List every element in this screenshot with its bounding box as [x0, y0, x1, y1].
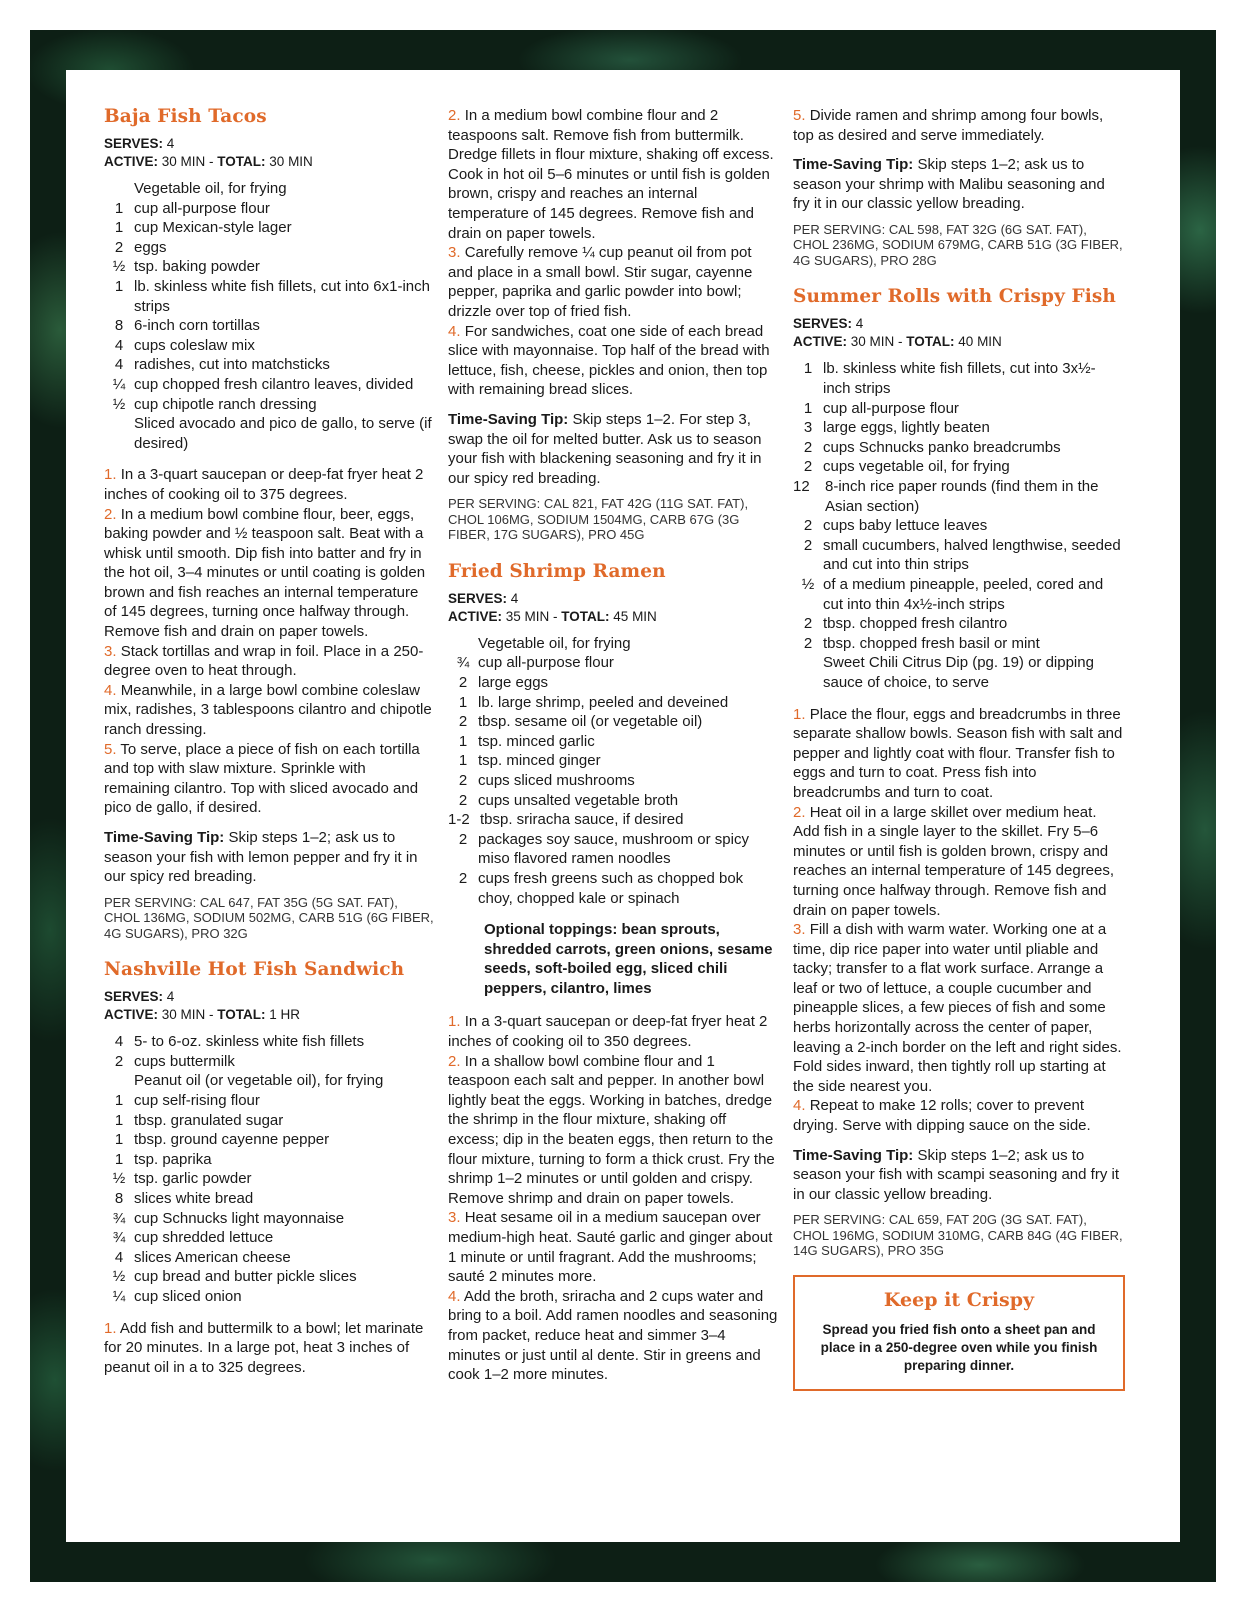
ingredient-list [793, 359, 1123, 692]
nutrition-info: PER SERVING: CAL 821, FAT 42G (11G SAT. FAT), CHOL 106MG, SODIUM 1504MG, CARB 67G (3G FIBER, 17G SUGARS), PRO 45G [448, 496, 749, 543]
ingredient-text: tbsp. ground cayenne pepper [134, 1131, 330, 1149]
ingredient-item [793, 575, 1123, 614]
ingredient-item [104, 1032, 434, 1052]
ingredient-text: Vegetable oil, for frying [134, 180, 287, 197]
ingredient-text: large eggs [478, 673, 549, 691]
recipe-step [448, 106, 778, 243]
ingredient-item [793, 438, 1123, 458]
ingredient-qty: 2 [803, 615, 813, 633]
ingredient-qty: 2 [803, 517, 813, 535]
recipe-step [104, 505, 434, 642]
ingredient-qty: ¼ [112, 375, 126, 393]
ingredient-qty: 1 [114, 1131, 124, 1149]
serves-label: SERVES: [793, 316, 853, 332]
tip-label: Time-Saving Tip: [793, 1146, 914, 1164]
step-text: To serve, place a piece of fish on each tortilla and top with slaw mixture. Sprinkle with remaining cilantro. Top with sliced avocado and pico de gallo, if desired. [104, 740, 420, 817]
ingredient-text: cups baby lettuce leaves [823, 517, 988, 535]
ingredient-text: tsp. garlic powder [134, 1170, 252, 1188]
total-label: TOTAL: [561, 608, 610, 624]
serves-value: 4 [510, 590, 519, 606]
active-label: ACTIVE: [448, 608, 502, 624]
ingredient-item [448, 869, 778, 908]
ingredient-text: slices white bread [134, 1190, 254, 1208]
ingredient-item [448, 810, 778, 830]
ingredient-qty [793, 653, 823, 692]
ingredient-qty: 3 [803, 419, 813, 437]
ingredient-text: large eggs, lightly beaten [823, 419, 990, 437]
ingredient-qty: 1-2 [448, 811, 470, 829]
ingredient-qty: ¾ [112, 1209, 126, 1227]
ingredient-item [104, 1091, 434, 1111]
ingredient-item [448, 673, 778, 693]
ingredient-text: cup self-rising flour [134, 1092, 260, 1110]
ingredient-qty [448, 634, 478, 654]
step-number: 3. [448, 244, 461, 262]
total-value: 40 MIN [958, 334, 1002, 350]
ingredient-qty: 2 [458, 771, 468, 789]
time-saving-tip [448, 410, 778, 488]
total-value: 1 HR [269, 1007, 301, 1023]
step-text: Heat sesame oil in a medium saucepan over medium-high heat. Sauté garlic and ginger about 1 minute or until fragrant. Add the mushrooms; sauté 2 minutes more. [448, 1209, 773, 1286]
step-number: 4. [104, 681, 117, 699]
ingredient-qty: ¼ [112, 1288, 126, 1305]
nutrition-info: PER SERVING: CAL 659, FAT 20G (3G SAT. FAT), CHOL 196MG, SODIUM 310MG, CARB 84G (4G FIBER, 14G SUGARS), PRO 35G [793, 1212, 1123, 1259]
ingredient-list [448, 634, 778, 908]
ingredient-item [104, 1130, 434, 1150]
step-number: 1. [793, 705, 806, 723]
ingredient-text: radishes, cut into matchsticks [134, 356, 330, 374]
ingredient-item [104, 1189, 434, 1209]
ingredient-text: tsp. minced garlic [478, 732, 595, 750]
step-list [448, 106, 778, 400]
tip-label: Time-Saving Tip: [793, 156, 914, 174]
ingredient-qty: ½ [112, 1268, 126, 1286]
active-label: ACTIVE: [104, 154, 158, 169]
ingredient-item [104, 355, 434, 375]
ingredient-qty: 4 [114, 336, 124, 354]
ingredient-text: tbsp. chopped fresh basil or mint [823, 634, 1040, 652]
keep-it-crispy-box [793, 1275, 1125, 1391]
serves-label: SERVES: [104, 136, 164, 151]
ingredient-qty: 1 [803, 399, 813, 417]
tip-text: Skip steps 1–2; ask us to season your fish with scampi seasoning and fry it in our classic yellow breading. [793, 1146, 1119, 1203]
nutrition-info: PER SERVING: CAL 647, FAT 35G (5G SAT. FAT), CHOL 136MG, SODIUM 502MG, CARB 51G (6G FIBER, 4G SUGARS), PRO 32G [104, 894, 434, 941]
step-text: Add the broth, sriracha and 2 cups water and bring to a boil. Add ramen noodles and seasoning from packet, reduce heat and simmer 3–4 minutes or just until al dente. Stir in greens and cook 1–2 more minutes. [448, 1287, 778, 1384]
recipe-step [793, 920, 1123, 1096]
step-text: In a 3-quart saucepan or deep-fat fryer heat 2 inches of cooking oil to 350 degrees. [448, 1013, 768, 1051]
ingredient-text: cups Schnucks panko breadcrumbs [823, 438, 1061, 456]
ingredient-qty: 1 [114, 277, 124, 295]
step-list [104, 1319, 434, 1378]
ingredient-text: cup all-purpose flour [134, 199, 270, 217]
ingredient-text: Vegetable oil, for frying [478, 634, 631, 652]
ingredient-item [104, 414, 434, 453]
recipe-step [793, 705, 1123, 803]
step-text: Carefully remove ¼ cup peanut oil from pot and place in a small bowl. Stir sugar, cayenne pepper, paprika and garlic powder into bowl; drizzle over top of fried fish. [448, 244, 753, 320]
ingredient-item [104, 1267, 434, 1287]
ingredient-text: lb. skinless white fish fillets, cut into 6x1-inch strips [134, 277, 430, 315]
ingredient-qty: 2 [803, 438, 813, 456]
recipe-summer-rolls [793, 286, 1123, 1258]
ingredient-qty: 4 [114, 1248, 124, 1266]
ingredient-item [448, 751, 778, 771]
ingredient-text: cups coleslaw mix [134, 336, 255, 354]
step-number: 4. [448, 322, 461, 340]
step-text: Place the flour, eggs and breadcrumbs in three separate shallow bowls. Season fish with salt and pepper and lightly coat with flour. Transfer fish to eggs and turn to coat. Press fish into breadcrumbs and turn to coat. [793, 705, 1123, 801]
ingredient-item [793, 477, 1123, 516]
ingredient-qty: 2 [114, 238, 124, 256]
step-number: 4. [448, 1287, 461, 1305]
ingredient-text: tsp. paprika [134, 1150, 212, 1168]
ingredient-item [448, 771, 778, 791]
ingredient-qty [104, 1071, 134, 1091]
active-value: 35 MIN [505, 608, 550, 624]
step-number: 5. [104, 740, 117, 758]
ingredient-item [104, 1209, 434, 1229]
ingredient-item [104, 199, 434, 219]
recipe-step [448, 1052, 778, 1209]
tip-text: Skip steps 1–2; ask us to season your fish with lemon pepper and fry it in our spicy red breading. [104, 829, 418, 886]
step-number: 2. [448, 1052, 461, 1070]
ingredient-item [793, 536, 1123, 575]
recipe-nashville-continued [448, 106, 778, 543]
recipe-meta: SERVES: 4 ACTIVE: 30 MIN - TOTAL: 40 MIN [793, 316, 1002, 350]
step-text: Heat oil in a large skillet over medium heat. Add fish in a single layer to the skillet. Fry 5–6 minutes or until fish is golden brown, crispy and reaches an internal temperature of 145 degrees, turning once halfway through. Remove fish and drain on paper towels. [793, 803, 1115, 919]
ingredient-item [104, 277, 434, 316]
ingredient-qty: 4 [114, 356, 124, 374]
ingredient-item [104, 1228, 434, 1248]
step-number: 2. [793, 803, 806, 821]
ingredient-text: Sweet Chili Citrus Dip (pg. 19) or dipping sauce of choice, to serve [823, 654, 1094, 691]
ingredient-item [104, 1169, 434, 1189]
ingredient-item [104, 1150, 434, 1170]
ingredient-text: packages soy sauce, mushroom or spicy miso flavored ramen noodles [478, 830, 749, 868]
serves-value: 4 [855, 316, 864, 332]
serves-value: 4 [166, 136, 175, 151]
ingredient-item [448, 693, 778, 713]
active-value: 30 MIN [161, 154, 206, 169]
ingredient-qty: 2 [458, 830, 468, 848]
ingredient-item [448, 732, 778, 752]
ingredient-list [104, 179, 434, 453]
ingredient-text: 5- to 6-oz. skinless white fish fillets [134, 1033, 365, 1051]
optional-toppings [484, 920, 778, 998]
ingredient-qty: ½ [112, 1170, 126, 1188]
recipe-step [104, 642, 434, 681]
recipe-step [448, 1012, 778, 1051]
ingredient-qty: ½ [112, 395, 126, 413]
optional-text: bean sprouts, shredded carrots, green onions, sesame seeds, soft-boiled egg, sliced chili peppers, cilantro, limes [484, 921, 773, 997]
ingredient-text: cup sliced onion [134, 1288, 242, 1305]
recipe-step [104, 681, 434, 740]
ingredient-item [448, 634, 778, 654]
ingredient-item [104, 336, 434, 356]
time-saving-tip [104, 828, 434, 887]
tip-label: Time-Saving Tip: [104, 829, 225, 846]
ingredient-qty: 1 [803, 360, 813, 378]
ingredient-item [793, 653, 1123, 692]
ingredient-qty: 1 [458, 752, 468, 770]
total-label: TOTAL: [217, 154, 266, 169]
ingredient-item [104, 179, 434, 199]
ingredient-item [793, 359, 1123, 398]
ingredient-item [104, 238, 434, 258]
ingredient-text: tbsp. sesame oil (or vegetable oil) [478, 713, 703, 731]
ingredient-text: cup all-purpose flour [823, 399, 959, 417]
total-label: TOTAL: [906, 334, 955, 350]
step-number: 2. [104, 505, 117, 523]
ingredient-text: of a medium pineapple, peeled, cored and cut into thin 4x½-inch strips [823, 576, 1104, 613]
ingredient-item [793, 457, 1123, 477]
ingredient-text: tsp. minced ginger [478, 752, 601, 770]
ingredient-item [104, 395, 434, 415]
ingredient-text: cup Schnucks light mayonnaise [134, 1209, 345, 1227]
recipe-step [104, 465, 434, 504]
recipe-meta: SERVES: 4 ACTIVE: 30 MIN - TOTAL: 1 HR [104, 989, 301, 1023]
ingredient-item [104, 1052, 434, 1072]
step-text: Fill a dish with warm water. Working one at a time, dip rice paper into water until pliable and tacky; transfer to a flat work surface. Arrange a leaf or two of lettuce, a couple cucumber and pineapple slices, a few pieces of fish and some herbs horizontally across the center of paper, leaving a 2-inch border on the left and right sides. Fold sides inward, then tightly roll up starting at the side nearest you. [793, 921, 1122, 1095]
ingredient-text: cups fresh greens such as chopped bok choy, chopped kale or spinach [478, 869, 744, 907]
ingredient-item [793, 634, 1123, 654]
step-number: 3. [793, 921, 806, 939]
ingredient-item [793, 418, 1123, 438]
ingredient-qty: ½ [801, 576, 815, 593]
step-text: In a 3-quart saucepan or deep-fat fryer heat 2 inches of cooking oil to 375 degrees. [104, 466, 424, 503]
recipe-step [793, 106, 1123, 145]
recipe-baja-fish-tacos [104, 106, 434, 941]
ingredient-text: eggs [134, 238, 167, 256]
keep-it-crispy-text: Spread you fried fish onto a sheet pan and place in a 250-degree oven while you finish preparing dinner. [820, 1321, 1098, 1373]
ingredient-qty: 8 [114, 1190, 124, 1208]
column-2 [448, 106, 778, 1385]
ingredient-item [793, 614, 1123, 634]
ingredient-text: cup bread and butter pickle slices [134, 1268, 357, 1286]
ingredient-qty: 2 [803, 536, 813, 554]
recipe-step [448, 243, 778, 321]
ingredient-item [793, 516, 1123, 536]
ingredient-qty: 1 [114, 199, 124, 217]
ingredient-text: cup shredded lettuce [134, 1229, 274, 1247]
ingredient-qty: 2 [114, 1052, 124, 1070]
ingredient-qty: 2 [458, 713, 468, 731]
column-1 [104, 106, 434, 1377]
ingredient-text: 8-inch rice paper rounds (find them in the Asian section) [825, 478, 1099, 515]
ingredient-item [104, 1111, 434, 1131]
column-3 [793, 106, 1123, 1391]
active-label: ACTIVE: [104, 1007, 158, 1023]
step-number: 3. [448, 1209, 461, 1227]
ingredient-item [104, 218, 434, 238]
ingredient-text: cup Mexican-style lager [134, 219, 292, 237]
ingredient-qty: 2 [803, 458, 813, 476]
step-number: 2. [448, 107, 461, 124]
optional-label: Optional toppings: [484, 921, 618, 939]
step-text: Repeat to make 12 rolls; cover to prevent drying. Serve with dipping sauce on the side. [793, 1097, 1091, 1135]
ingredient-text: cups sliced mushrooms [478, 771, 635, 789]
step-text: Add fish and buttermilk to a bowl; let marinate for 20 minutes. In a large pot, heat 3 inches of peanut oil in a to 325 degrees. [104, 1319, 424, 1376]
ingredient-text: lb. large shrimp, peeled and deveined [478, 693, 729, 711]
ingredient-item [448, 830, 778, 869]
ingredient-item [104, 1071, 434, 1091]
step-list [793, 106, 1123, 145]
step-list [448, 1012, 778, 1384]
serves-label: SERVES: [104, 989, 164, 1005]
ingredient-qty: ½ [112, 258, 126, 276]
active-label: ACTIVE: [793, 334, 847, 350]
recipe-title: Fried Shrimp Ramen [448, 560, 666, 582]
step-number: 5. [793, 107, 806, 124]
ingredient-qty: ¾ [456, 654, 470, 672]
ingredient-qty: 1 [114, 1150, 124, 1168]
step-number: 1. [104, 466, 117, 484]
tip-label: Time-Saving Tip: [448, 410, 569, 428]
serves-value: 4 [166, 989, 175, 1005]
recipe-step [104, 740, 434, 818]
ingredient-item [104, 257, 434, 277]
tip-text: Skip steps 1–2; ask us to season your shrimp with Malibu seasoning and fry it in our classic yellow breading. [793, 156, 1105, 213]
recipe-nashville-hot-fish-sandwich [104, 959, 434, 1377]
nutrition-info: PER SERVING: CAL 598, FAT 32G (6G SAT. FAT), CHOL 236MG, SODIUM 679MG, CARB 51G (3G FIBER, 4G SUGARS), PRO 28G [793, 221, 1123, 268]
step-text: Stack tortillas and wrap in foil. Place in a 250-degree oven to heat through. [104, 642, 424, 680]
step-number: 4. [793, 1097, 806, 1115]
ingredient-text: cups vegetable oil, for frying [823, 458, 1010, 476]
time-saving-tip [793, 155, 1123, 214]
active-value: 30 MIN [161, 1007, 206, 1023]
total-value: 45 MIN [613, 608, 657, 624]
ingredient-text: lb. skinless white fish fillets, cut into 3x½-inch strips [823, 360, 1096, 398]
ingredient-text: Sliced avocado and pico de gallo, to serve (if desired) [134, 415, 432, 452]
ingredient-qty: ¾ [112, 1229, 126, 1247]
recipe-step [104, 1319, 434, 1378]
recipe-page [66, 70, 1180, 1542]
recipe-title: Summer Rolls with Crispy Fish [793, 286, 1116, 308]
ingredient-item [104, 375, 434, 395]
ingredient-item [104, 1248, 434, 1268]
ingredient-qty: 4 [114, 1033, 124, 1051]
ingredient-text: slices American cheese [134, 1248, 291, 1266]
ingredient-text: tsp. baking powder [134, 258, 260, 276]
ingredient-item [793, 399, 1123, 419]
ingredient-text: Peanut oil (or vegetable oil), for frying [134, 1072, 384, 1090]
ingredient-qty: 1 [114, 1111, 124, 1129]
recipe-step [448, 322, 778, 400]
ingredient-text: cups buttermilk [134, 1052, 235, 1070]
ingredient-text: tbsp. sriracha sauce, if desired [480, 811, 684, 829]
ingredient-text: tbsp. granulated sugar [134, 1111, 284, 1129]
step-text: Divide ramen and shrimp among four bowls, top as desired and serve immediately. [793, 107, 1104, 144]
ingredient-text: cups unsalted vegetable broth [478, 791, 679, 809]
ingredient-qty: 1 [114, 1092, 124, 1110]
recipe-fried-shrimp-ramen [448, 561, 778, 1385]
ingredient-qty: 8 [114, 317, 124, 335]
step-text: Meanwhile, in a large bowl combine coleslaw mix, radishes, 3 tablespoons cilantro and chipotle ranch dressing. [104, 681, 432, 739]
ingredient-qty: 1 [458, 693, 468, 711]
ingredient-list [104, 1032, 434, 1306]
ingredient-text: cup chopped fresh cilantro leaves, divided [134, 375, 414, 393]
time-saving-tip [793, 1146, 1123, 1205]
ingredient-qty: 12 [793, 478, 810, 496]
step-list [104, 465, 434, 818]
recipe-meta: SERVES: 4 ACTIVE: 35 MIN - TOTAL: 45 MIN [448, 590, 657, 624]
ingredient-qty: 2 [803, 634, 813, 652]
recipe-step [793, 1096, 1123, 1135]
ingredient-item [448, 712, 778, 732]
step-text: For sandwiches, coat one side of each bread slice with mayonnaise. Top half of the bread with lettuce, fish, cheese, pickles and onion, then top with remaining bread slices. [448, 322, 770, 399]
recipe-step [448, 1287, 778, 1385]
keep-it-crispy-title: Keep it Crispy [883, 1288, 1035, 1311]
recipe-ramen-continued [793, 106, 1123, 268]
recipe-step [448, 1208, 778, 1286]
step-number: 1. [448, 1013, 461, 1031]
recipe-meta: SERVES: 4 ACTIVE: 30 MIN - TOTAL: 30 MIN [104, 136, 313, 169]
serves-label: SERVES: [448, 590, 508, 606]
ingredient-qty [104, 179, 134, 199]
step-text: In a medium bowl combine flour, beer, eggs, baking powder and ½ teaspoon salt. Beat with a whisk until smooth. Dip fish into batter and fry in the hot oil, 3–4 minutes or until coating is golden brown and fish reaches an internal temperature of 145 degrees, turning once halfway through. Remove fish and drain on paper towels. [104, 505, 426, 641]
ingredient-qty: 1 [114, 219, 124, 237]
recipe-title: Baja Fish Tacos [104, 106, 267, 127]
ingredient-text: tbsp. chopped fresh cilantro [823, 615, 1008, 633]
ingredient-item [104, 1287, 434, 1307]
ingredient-qty: 1 [458, 732, 468, 750]
recipe-step [793, 803, 1123, 921]
recipe-title: Nashville Hot Fish Sandwich [104, 959, 405, 981]
step-number: 3. [104, 642, 117, 660]
ingredient-qty [104, 414, 134, 453]
ingredient-qty: 2 [458, 791, 468, 809]
ingredient-text: small cucumbers, halved lengthwise, seeded and cut into thin strips [823, 536, 1121, 574]
ingredient-text: cup chipotle ranch dressing [134, 395, 317, 413]
step-text: In a medium bowl combine flour and 2 teaspoons salt. Remove fish from buttermilk. Dredge fillets in flour mixture, shaking off excess. Cook in hot oil 5–6 minutes or until fish is golden brown, crispy and reaches an internal temperature of 145 degrees. Remove fish and drain on paper towels. [448, 107, 774, 242]
ingredient-qty: 2 [458, 673, 468, 691]
total-label: TOTAL: [217, 1007, 266, 1023]
ingredient-item [448, 791, 778, 811]
ingredient-text: 6-inch corn tortillas [134, 317, 260, 335]
ingredient-qty: 2 [458, 869, 468, 887]
ingredient-text: cup all-purpose flour [478, 654, 614, 672]
step-number: 1. [104, 1319, 117, 1337]
tip-text: Skip steps 1–2. For step 3, swap the oil for melted butter. Ask us to season your fish with blackening seasoning and fry it in our spicy red breading. [448, 410, 762, 487]
ingredient-item [448, 653, 778, 673]
ingredient-item [104, 316, 434, 336]
total-value: 30 MIN [269, 154, 313, 169]
step-list [793, 705, 1123, 1136]
step-text: In a shallow bowl combine flour and 1 teaspoon each salt and pepper. In another bowl lightly beat the eggs. Working in batches, dredge the shrimp in the flour mixture, shaking off excess; dip in the beaten eggs, then return to the flour mixture, turning to form a thick crust. Fry the shrimp 1–2 minutes or until golden and crispy. Remove shrimp and drain on paper towels. [448, 1052, 775, 1207]
active-value: 30 MIN [850, 334, 895, 350]
